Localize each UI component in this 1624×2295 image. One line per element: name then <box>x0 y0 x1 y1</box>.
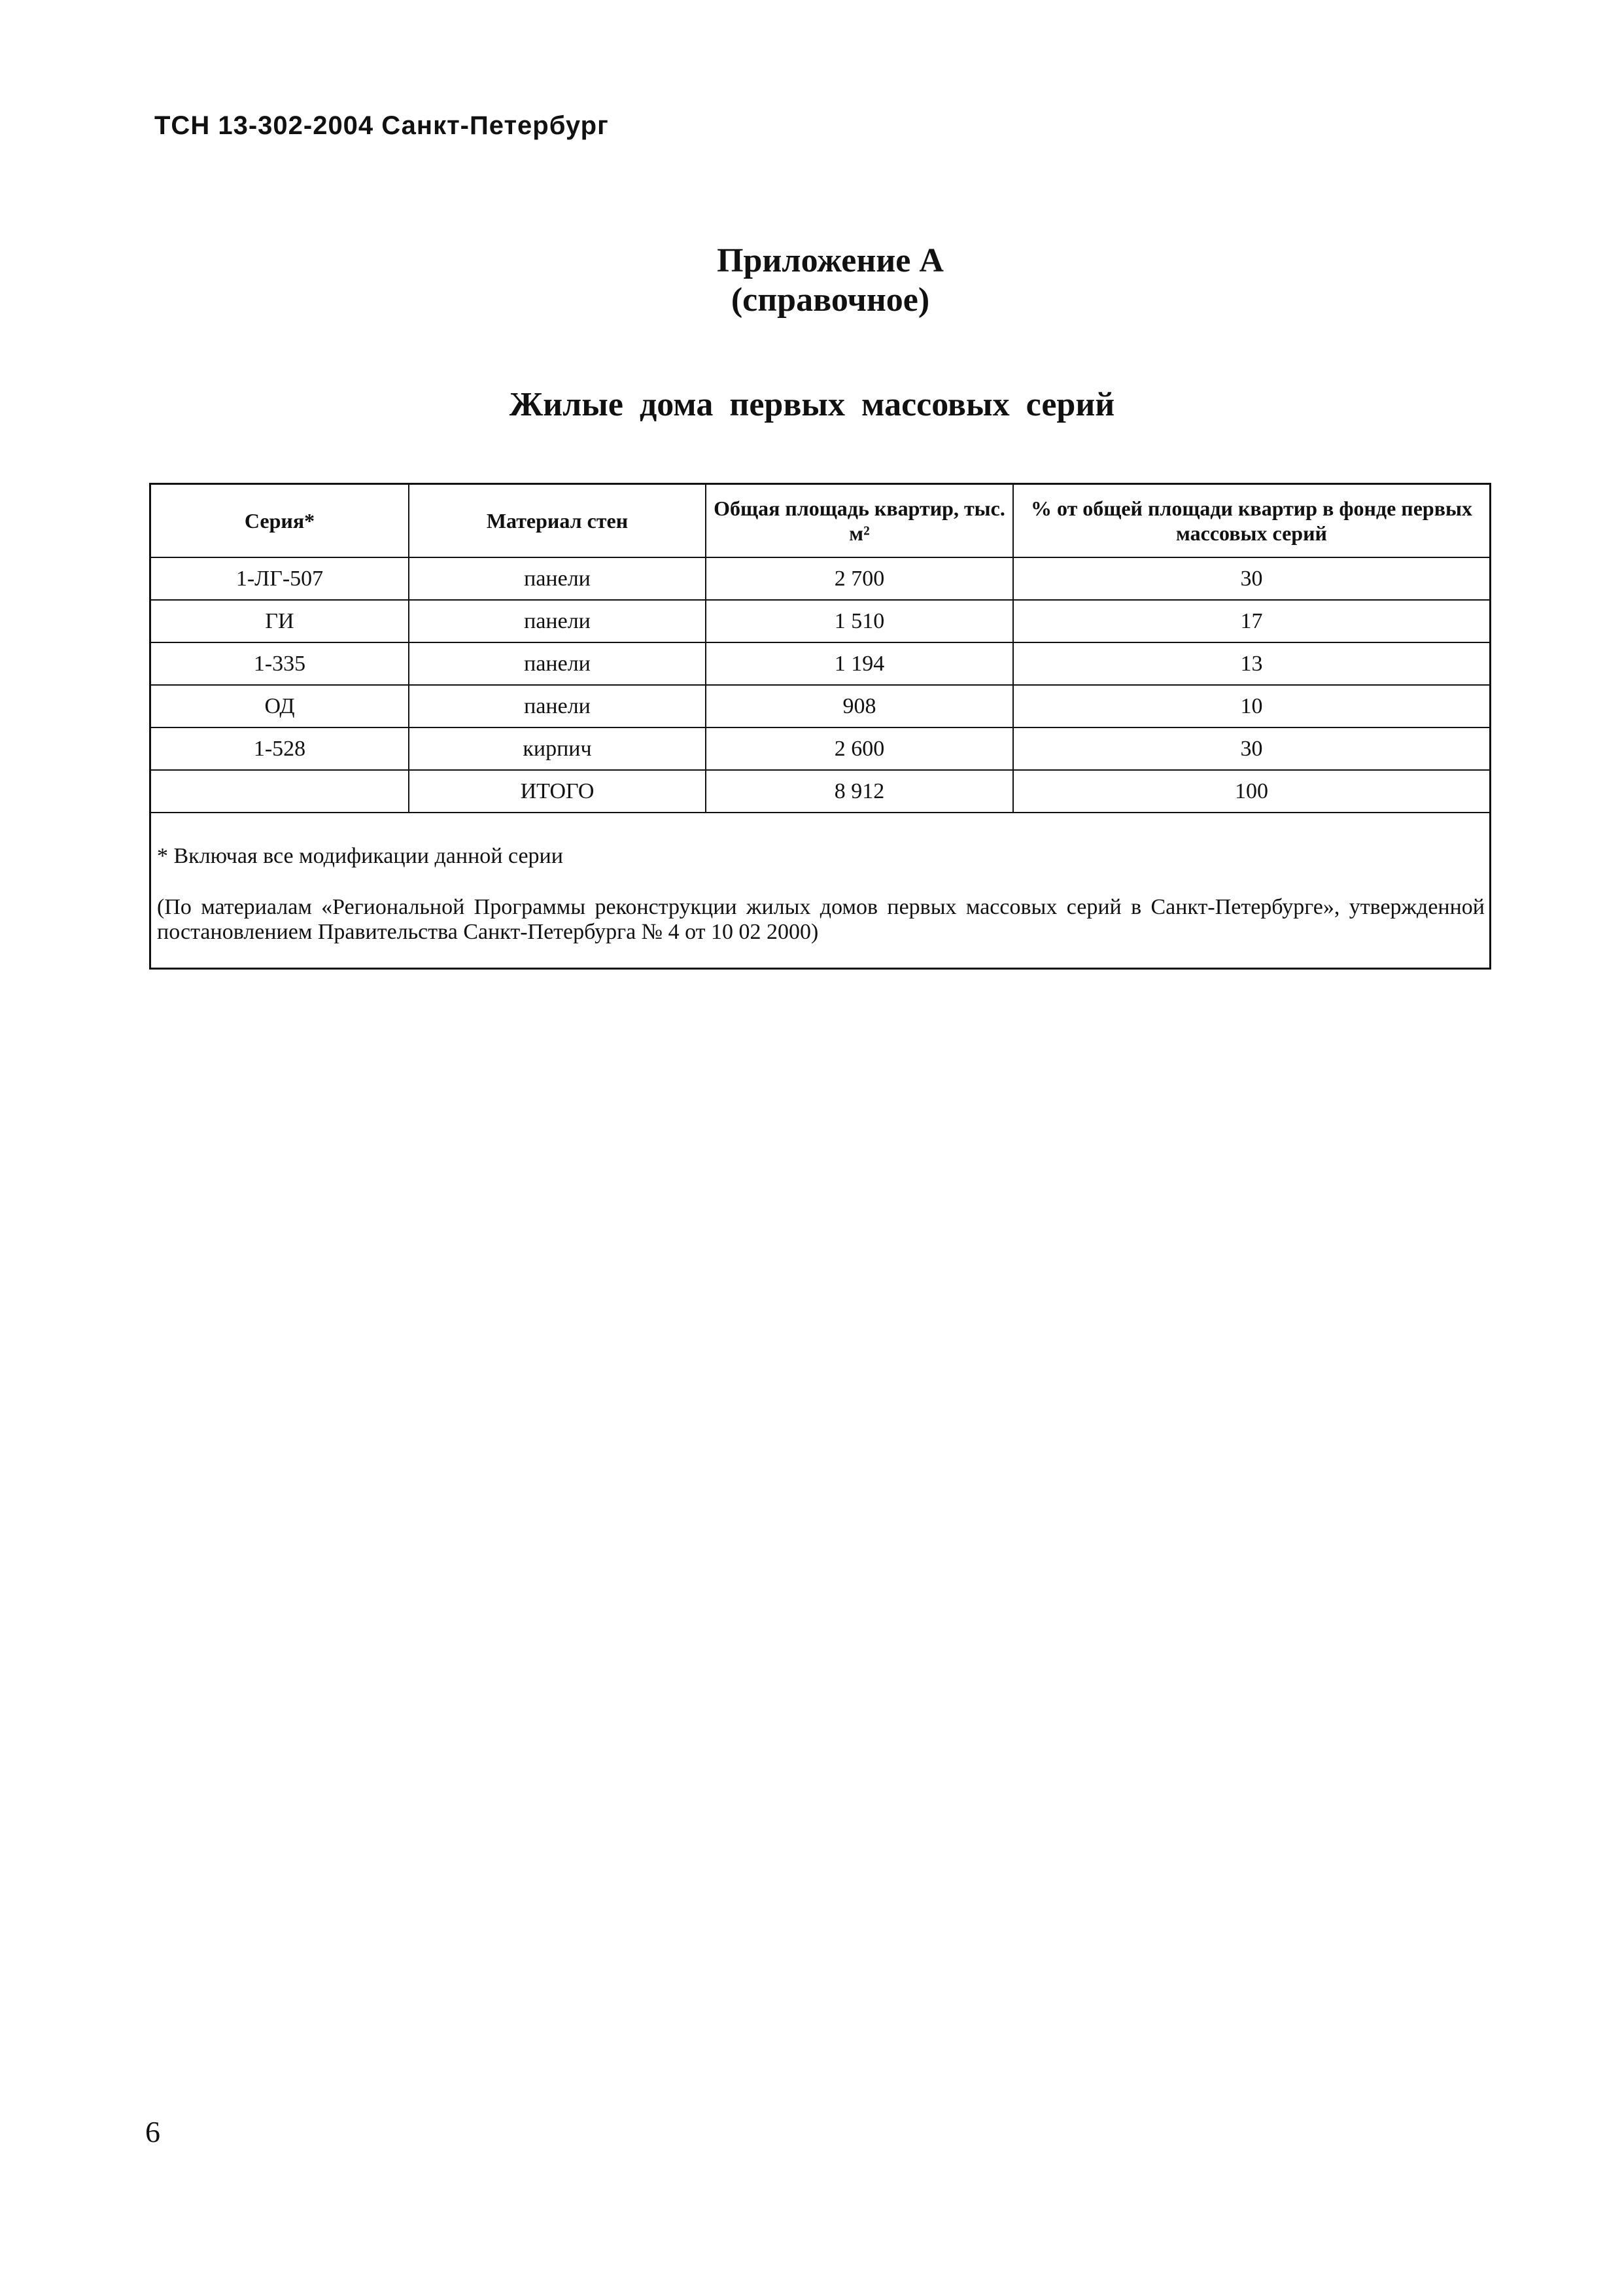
table-row <box>151 600 1489 642</box>
cell-area: 1 194 <box>706 642 1013 685</box>
page-number: 6 <box>145 2115 160 2148</box>
footnote-source: (По материалам «Региональной Программы реконструкции жилых домов первых массовых серий в Санкт-Петербурге», утвержденной постановлением Правительства Санкт-Петербурга № 4 от 10 02 2000) <box>157 895 1485 944</box>
cell-series: 1-528 <box>151 727 409 770</box>
cell-series <box>151 770 409 813</box>
cell-percent: 30 <box>1013 557 1489 600</box>
header-series: Серия* <box>151 485 409 557</box>
cell-percent: 13 <box>1013 642 1489 685</box>
housing-series-table <box>151 485 1489 813</box>
appendix-subtitle: (справочное) <box>731 281 930 319</box>
table-row <box>151 727 1489 770</box>
cell-material: панели <box>409 600 706 642</box>
header-wall-material: Материал стен <box>409 485 706 557</box>
cell-series: 1-335 <box>151 642 409 685</box>
cell-percent: 17 <box>1013 600 1489 642</box>
document-code-header: ТСН 13-302-2004 Санкт-Петербург <box>154 111 609 140</box>
cell-material: панели <box>409 685 706 727</box>
table-total-row <box>151 770 1489 813</box>
cell-area: 1 510 <box>706 600 1013 642</box>
cell-series: ОД <box>151 685 409 727</box>
cell-material: панели <box>409 642 706 685</box>
cell-material: кирпич <box>409 727 706 770</box>
cell-percent: 10 <box>1013 685 1489 727</box>
cell-total-label: ИТОГО <box>409 770 706 813</box>
table-title: Жилые дома первых массовых серий <box>509 386 1115 423</box>
cell-area: 2 600 <box>706 727 1013 770</box>
footnote-modifications: * Включая все модификации данной серии <box>157 844 563 868</box>
cell-area: 2 700 <box>706 557 1013 600</box>
cell-material: панели <box>409 557 706 600</box>
cell-total-area: 8 912 <box>706 770 1013 813</box>
table-header-row <box>151 485 1489 557</box>
cell-area: 908 <box>706 685 1013 727</box>
header-percent-share: % от общей площади квартир в фонде первых массовых серий <box>1013 485 1489 557</box>
cell-percent: 30 <box>1013 727 1489 770</box>
appendix-title: Приложение А <box>717 242 944 279</box>
cell-series: ГИ <box>151 600 409 642</box>
table-row <box>151 557 1489 600</box>
cell-total-percent: 100 <box>1013 770 1489 813</box>
cell-series: 1-ЛГ-507 <box>151 557 409 600</box>
table-row <box>151 685 1489 727</box>
header-total-area: Общая площадь квартир, тыс. м² <box>706 485 1013 557</box>
table-row <box>151 642 1489 685</box>
